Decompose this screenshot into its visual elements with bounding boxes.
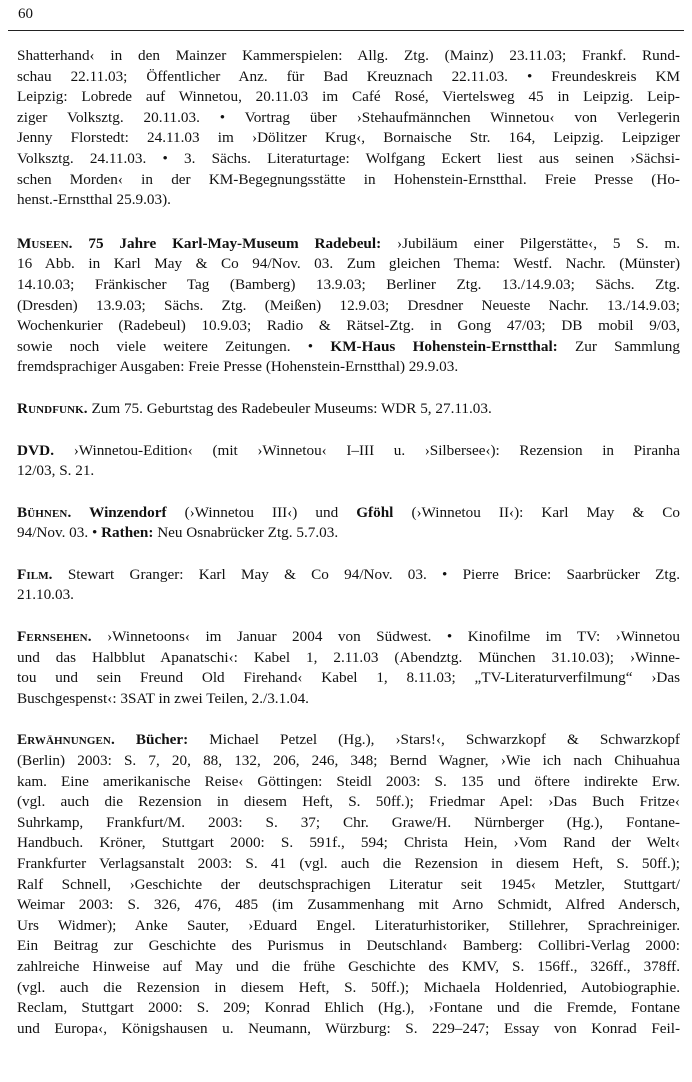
text-line — [17, 399, 680, 420]
text-line: schen Morden‹ in der KM-Begegnungsstätte in Hohenstein-Ernstthal. Freie Presse (Ho- — [17, 170, 680, 188]
text-line: (Dresden) 13.9.03; Sächs. Ztg. (Meißen) 12.9.03; Dresdner Neueste Nachr. 13./14.9.03; — [17, 296, 680, 314]
entry-continuation — [17, 46, 680, 211]
text-line: Jenny Florstedt: 24.11.03 im ›Dölitzer Krug‹, Bornaische Str. 164, Leipzig. Leipziger — [17, 129, 680, 147]
text-line: Wochenkurier (Radebeul) 10.9.03; Radio & Rätsel-Ztg. in Gong 47/03; DB mobil 9/03, — [17, 317, 680, 335]
section-heading-museen: Museen. — [17, 234, 73, 252]
text-line: Suhrkamp, Frankfurt/M. 2003: S. 37; Chr. Grawe/H. Nürnberger (Hg.), Fontane- — [17, 813, 680, 831]
text-line: Weimar 2003: S. 326, 476, 485 (im Zusammenhang mit Arno Schmidt, Alfred Andersch, — [17, 896, 680, 914]
text-line: kam. Eine amerikanische Reise‹ Göttingen: Steidl 2003: S. 135 und öftere indirekte Erw. — [17, 772, 680, 790]
subheading-karl-may-museum: 75 Jahre Karl-May-Museum Radebeul: — [88, 234, 382, 252]
text-run: Zum 75. Geburtstag des Radebeuler Museums: WDR 5, 27.11.03. — [87, 399, 492, 417]
text-line: 21.10.03. — [17, 586, 74, 604]
text-line: 16 Abb. in Karl May & Co 94/Nov. 03. Zum gleichen Thema: Westf. Nachr. (Münster) — [17, 255, 680, 273]
page-content — [17, 46, 680, 1060]
place-rathen: Rathen: — [101, 524, 154, 542]
text-line: Reclam, Stuttgart 2000: S. 209; Konrad Ehlich (Hg.), ›Fontane und die Fremde, Fontane — [17, 999, 680, 1017]
text-line: Shatterhand‹ in den Mainzer Kammerspielen: Allg. Ztg. (Mainz) 23.11.03; Frankf. Rund- — [17, 47, 680, 64]
entry-rundfunk — [17, 399, 680, 420]
text-run: Zur Sammlung — [557, 337, 680, 355]
text-line: 12/03, S. 21. — [17, 462, 95, 480]
text-line: (vgl. auch die Rezension in diesem Heft, S. 50ff.); Michaela Holdenried, Autobiographie. — [17, 978, 680, 996]
text-line: und das Halbblut Apanatschi‹: Kabel 1, 2.11.03 (Abendztg. München 31.10.03); ›Winne- — [17, 648, 680, 666]
section-heading-dvd: DVD. — [17, 441, 55, 459]
text-line — [17, 441, 680, 462]
text-line: fremdsprachiger Ausgaben: Freie Presse (Hohenstein-Ernstthal) 29.9.03. — [17, 358, 459, 376]
text-line: schau 22.11.03; Öffentlicher Anz. für Bad Kreuznach 22.11.03. • Freundeskreis KM — [17, 67, 680, 85]
entry-dvd — [17, 441, 680, 482]
text-line: Buschgespenst‹: 3SAT in zwei Teilen, 2./3.1.04. — [17, 689, 309, 707]
text-run: Neu Osnabrücker Ztg. 5.7.03. — [153, 524, 339, 542]
page-number: 60 — [18, 6, 33, 22]
place-winzendorf: Winzendorf — [71, 503, 167, 521]
text-line — [17, 234, 680, 255]
text-line: Ein Beitrag zur Geschichte des Purismus in Deutschland‹ Bamberg: Collibri-Verlag 2000: — [17, 937, 680, 955]
section-heading-rundfunk: Rundfunk. — [17, 399, 88, 417]
text-line: 14.10.03; Fränkischer Tag (Bamberg) 13.9.03; Berliner Ztg. 13./14.9.03; Sächs. Ztg. — [17, 275, 680, 293]
text-line — [17, 627, 680, 648]
text-line: (Berlin) 2003: S. 7, 20, 88, 132, 206, 246, 348; Bernd Wagner, ›Wie ich nach Chihuahua — [17, 752, 680, 770]
text-line: ziger Volksztg. 20.11.03. • Vortrag über ›Stehaufmännchen Winnetou‹ von Verlegerin — [17, 108, 680, 126]
section-heading-buehnen: Bühnen. — [17, 503, 72, 521]
text-line — [17, 565, 680, 586]
text-line — [17, 337, 680, 358]
subheading-buecher: Bücher: — [114, 731, 189, 749]
text-line: (vgl. auch die Rezension in diesem Heft, S. 50ff.); Friedmar Apel: ›Das Buch Fritze‹ — [17, 793, 680, 811]
text-line: tou und sein Freund Old Firehand‹ Kabel 1, 8.11.03; „TV-Literaturverfilmung“ ›Das — [17, 669, 680, 687]
text-line: henst.-Ernstthal 25.9.03). — [17, 191, 171, 209]
text-run: ›Winnetoons‹ im Januar 2004 von Südwest. • Kinofilme im TV: ›Winnetou — [91, 628, 680, 646]
entry-erwaehnungen — [17, 730, 680, 1039]
text-run: ›Winnetou-Edition‹ (mit ›Winnetou‹ I–III u. ›Silbersee‹): Rezension in Piranha — [54, 441, 680, 459]
text-line: Urs Widmer); Anke Sauter, ›Eduard Engel. Literaturhistoriker, Stillehrer, Sprachreiniger. — [17, 916, 680, 934]
section-heading-film: Film. — [17, 565, 53, 583]
section-heading-erwaehnungen: Erwähnungen. — [17, 731, 115, 749]
text-line — [17, 523, 680, 544]
place-gfoehl: Gföhl — [356, 503, 394, 521]
text-run: (›Winnetou II‹): Karl May & Co — [393, 503, 680, 521]
text-line: Handbuch. Kröner, Stuttgart 2000: S. 591f., 594; Christa Hein, ›Vom Rand der Welt‹ — [17, 834, 680, 852]
text-run: sowie noch viele weitere Zeitungen. • — [17, 337, 331, 355]
text-line — [17, 503, 680, 524]
subheading-km-haus: KM-Haus Hohenstein-Ernstthal: — [330, 337, 558, 355]
header-rule — [8, 30, 684, 31]
entry-buehnen — [17, 503, 680, 544]
text-line: und Europa‹, Königshausen u. Neumann, Würzburg: S. 229–247; Essay von Konrad Feil- — [17, 1019, 680, 1037]
text-line: Leipzig: Lobrede auf Winnetou, 20.11.03 im Café Rosé, Viertelsweg 45 in Leipzig. Leip- — [17, 88, 680, 106]
entry-film — [17, 565, 680, 606]
text-run: Michael Petzel (Hg.), ›Stars!‹, Schwarzkopf & Schwarzkopf — [188, 731, 680, 749]
text-line: zahlreiche Hinweise auf May und die frühe Geschichte des KMV, S. 156ff., 326ff., 378ff. — [17, 957, 680, 975]
text-run: (›Winnetou III‹) und — [166, 503, 357, 521]
text-line: Volksztg. 24.11.03. • 3. Sächs. Literaturtage: Wolfgang Eckert liest aus seinen ›Sächsi- — [17, 149, 680, 167]
text-line — [17, 730, 680, 751]
text-run: Stewart Granger: Karl May & Co 94/Nov. 03. • Pierre Brice: Saarbrücker Ztg. — [52, 565, 680, 583]
text-run: 94/Nov. 03. • — [17, 524, 102, 542]
text-line: Frankfurter Verlagsanstalt 2003: S. 41 (vgl. auch die Rezension in diesem Heft, S. 50ff.); — [17, 855, 680, 872]
text-line: Ralf Schnell, ›Geschichte der deutschsprachigen Literatur seit 1945‹ Metzler, Stuttgart/ — [17, 875, 680, 893]
section-heading-fernsehen: Fernsehen. — [17, 628, 92, 646]
entry-fernsehen — [17, 627, 680, 709]
text-run: ›Jubiläum einer Pilgerstätte‹, 5 S. m. — [381, 234, 680, 252]
entry-museen — [17, 234, 680, 378]
